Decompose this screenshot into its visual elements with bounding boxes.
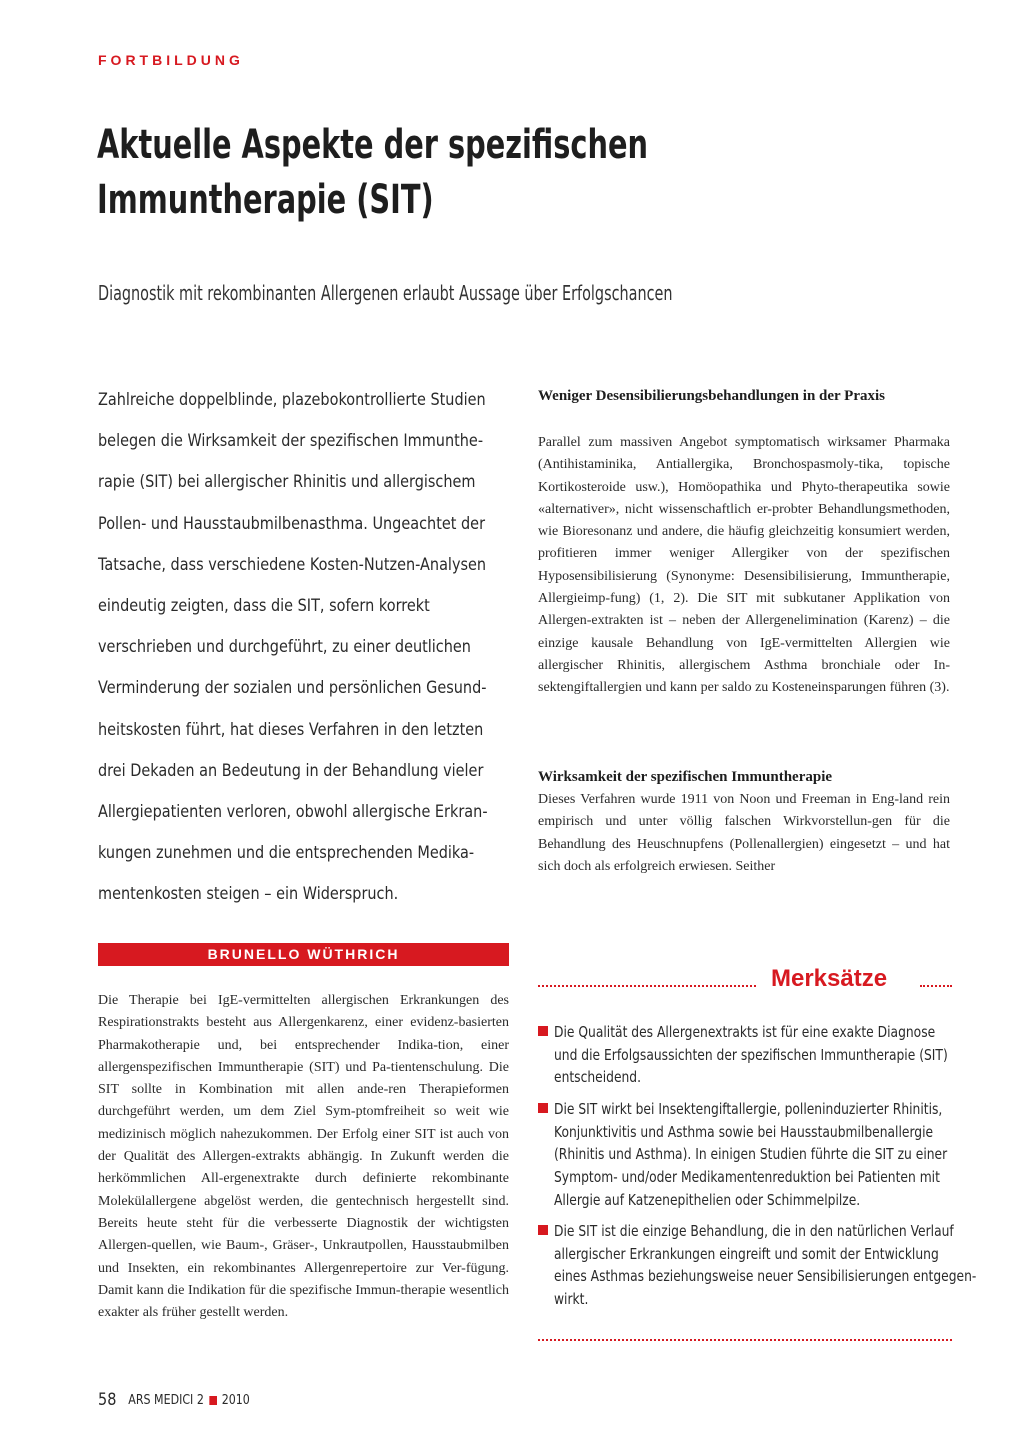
- merksatz-line: entscheidend.: [554, 1068, 642, 1087]
- merksatz-line: Allergie auf Katzenepithelien oder Schimmelpilze.: [554, 1190, 861, 1209]
- square-bullet-icon: [538, 1225, 548, 1235]
- lead-line: Allergiepatienten verloren, obwohl allergische Erkran-: [98, 801, 488, 822]
- title-line-1: Aktuelle Aspekte der spezifischen: [97, 122, 649, 168]
- lead-line: Pollen- und Hausstaubmilbenasthma. Ungeachtet der: [98, 513, 486, 534]
- lead-line: Verminderung der sozialen und persönlichen Gesund-: [98, 678, 487, 699]
- author-byline: BRUNELLO WÜTHRICH: [98, 943, 509, 966]
- section-heading-wirksamkeit: Wirksamkeit der spezifischen Immuntherapie: [538, 769, 833, 785]
- merksaetze-title: Merksätze: [771, 965, 888, 992]
- merksatz-line: Die Qualität des Allergenextrakts ist für eine exakte Diagnose: [554, 1023, 936, 1041]
- article-subtitle: Diagnostik mit rekombinanten Allergenen erlaubt Aussage über Erfolgschancen: [98, 281, 673, 305]
- merksatz-line: wirkt.: [554, 1290, 589, 1309]
- square-bullet-icon: [538, 1103, 548, 1113]
- merksaetze-divider-top-right: [920, 985, 952, 987]
- page-number: 58: [98, 1390, 117, 1410]
- lead-line: mentenkosten steigen – ein Widerspruch.: [98, 884, 399, 905]
- merksatz-line: Konjunktivitis und Asthma sowie bei Hausstaubmilbenallergie: [554, 1122, 934, 1141]
- square-separator-icon: [209, 1396, 217, 1405]
- lead-line: verschrieben und durchgeführt, zu einer deutlichen: [98, 637, 471, 658]
- lead-line: belegen die Wirksamkeit der spezifischen Immunthe-: [98, 431, 484, 452]
- lead-line: heitskosten führt, hat dieses Verfahren in den letzten: [98, 719, 484, 740]
- merksatz-line: Die SIT ist die einzige Behandlung, die in den natürlichen Verlauf: [554, 1222, 954, 1240]
- page-footer: [98, 1390, 250, 1410]
- square-bullet-icon: [538, 1026, 548, 1036]
- lead-line: Tatsache, dass verschiedene Kosten-Nutzen-Analysen: [98, 554, 487, 575]
- merksatz-line: Symptom- und/oder Medikamentenreduktion bei Patienten mit: [554, 1168, 940, 1187]
- section-text-praxis: Parallel zum massiven Angebot symptomatisch wirksamer Pharmaka (Antihistaminika, Antiallergika, Bronchospasmoly-tika, topische Kortikosteroide usw.), Homöopathika und Phyto-therapeutika sowie «alternativer», nicht wissenschaftlich er-probter Behandlungsmethoden, wie Bioresonanz und andere, die häufig gleichzeitig konsumiert werden, profitieren immer weniger Allergiker von der spezifischen Hyposensibilisierung (Synonyme: Desensibilisierung, Immuntherapie, Allergieimp-fung) (1, 2). Die SIT mit subkutaner Applikation von Allergen-extrakten ist – neben der Allergenelimination (Karenz) – die einzige kausale Behandlung von IgE-vermittelten Allergien wie allergischer Rhinitis, allergischem Asthma bronchiale oder In-sektengiftallergien und kann per saldo zu Kosteneinsparungen führen (3).: [538, 435, 950, 696]
- article-title: [97, 118, 687, 228]
- merksaetze-divider-top-left: [538, 985, 756, 987]
- lead-line: rapie (SIT) bei allergischer Rhinitis und allergischem: [98, 472, 476, 493]
- title-line-2: Immuntherapie (SIT): [97, 177, 434, 223]
- merksatz-line: Die SIT wirkt bei Insektengiftallergie, polleninduzierter Rhinitis,: [554, 1100, 943, 1118]
- intro-paragraph: Die Therapie bei IgE-vermittelten allergischen Erkrankungen des Respirationstrakts besteht aus Allergenkarenz, einer evidenz-basierten Pharmakotherapie und, bei entsprechender Indika-tion, einer allergenspezifischen Immuntherapie (SIT) und Pa-tientenschulung. Die SIT sollte in Kombination mit allen ande-ren Therapieformen durchgeführt werden, um dem Ziel Sym-ptomfreiheit so weit wie medizinisch möglich nahezukommen. Der Erfolg einer SIT ist auch von der Qualität des Allergen-extrakts abhängig. In Zukunft werden die herkömmlichen All-ergenextrakte durch definierte rekombinante Molekülallergene abgelöst werden, die gentechnisch hergestellt sind. Bereits heute steht für die verbesserte Diagnostik der wichtigsten Allergen-quellen, wie Baum-, Gräser-, Unkrautpollen, Hausstaubmilben und Insekten, ein rekombinantes Allergenrepertoire zur Ver-fügung. Damit kann die Indikation für die spezifische Immun-therapie wesentlich exakter als früher gestellt werden.: [98, 993, 509, 1321]
- lead-paragraph: [98, 380, 488, 915]
- section-heading-praxis: Weniger Desensibilierungsbehandlungen in der Praxis: [538, 388, 885, 404]
- lead-line: Zahlreiche doppelblinde, plazebokontrollierte Studien: [98, 390, 486, 410]
- merksatz-line: allergischer Erkrankungen eingreift und somit der Entwicklung: [554, 1244, 939, 1263]
- section-label: FORTBILDUNG: [98, 52, 244, 68]
- journal-name: ARS MEDICI 2: [128, 1392, 204, 1408]
- merksatz-line: (Rhinitis und Asthma). In einigen Studien führte die SIT zu einer: [554, 1145, 948, 1164]
- merksatz-line: und die Erfolgsaussichten der spezifischen Immuntherapie (SIT): [554, 1045, 948, 1064]
- merksaetze-divider-bottom: [538, 1339, 952, 1341]
- lead-line: kungen zunehmen und die entsprechenden Medika-: [98, 843, 475, 864]
- merksatz-line: eines Asthmas beziehungsweise neuer Sensibilisierungen entgegen-: [554, 1267, 977, 1286]
- lead-line: eindeutig zeigten, dass die SIT, sofern korrekt: [98, 595, 430, 616]
- section-text-wirksamkeit: Dieses Verfahren wurde 1911 von Noon und Freeman in Eng-land rein empirisch und unter völlig falschen Wirkvorstellun-gen für die Behandlung des Heuschnupfens (Pollenallergien) eingesetzt – und hat sich doch als erfolgreich erwiesen. Seither: [538, 792, 950, 874]
- lead-line: drei Dekaden an Bedeutung in der Behandlung vieler: [98, 760, 484, 781]
- journal-year: 2010: [221, 1392, 250, 1408]
